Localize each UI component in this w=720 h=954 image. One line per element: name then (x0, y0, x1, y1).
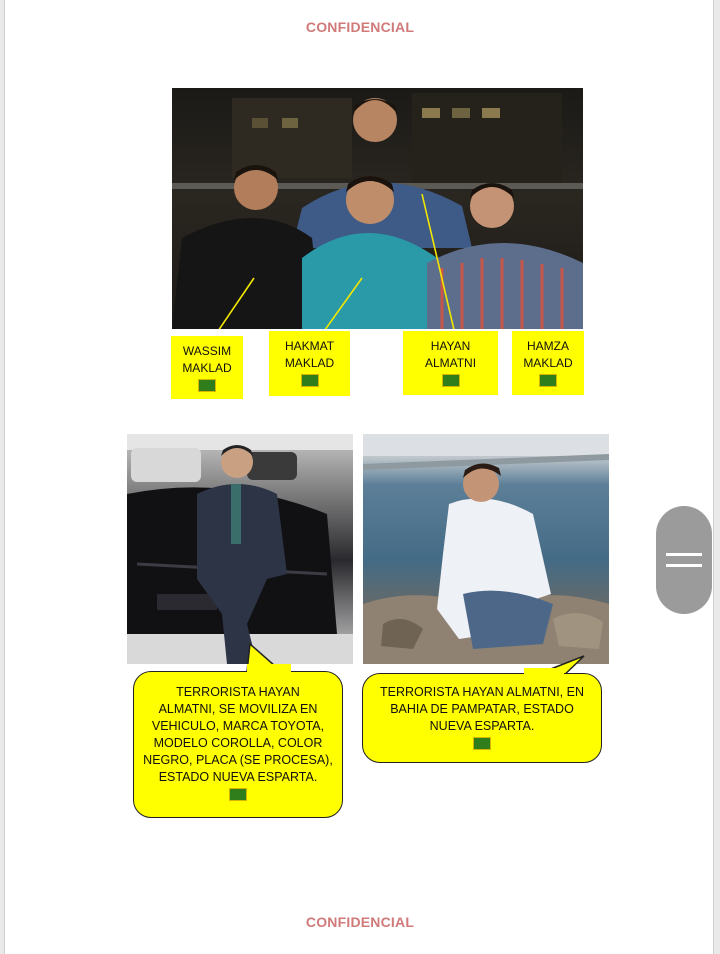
bubble-line: NUEVA ESPARTA. (429, 719, 535, 733)
bubble-tail-cover (518, 668, 578, 678)
handle-grip-line (666, 553, 702, 556)
emblem-icon (539, 374, 557, 387)
label-line1: HAMZA (527, 339, 569, 353)
emblem-icon (229, 788, 247, 801)
bubble-line: TERRORISTA HAYAN ALMATNI, EN (380, 685, 584, 699)
bubble-tail-cover (240, 664, 300, 674)
header-confidential: CONFIDENCIAL (305, 19, 415, 35)
emblem-icon (198, 379, 216, 392)
label-line2: MAKLAD (284, 356, 335, 370)
bubble-line: MODELO COROLLA, COLOR (153, 736, 323, 750)
emblem-icon (473, 737, 491, 750)
label-line2: MAKLAD (182, 361, 232, 375)
bubble-line: BAHIA DE PAMPATAR, ESTADO (390, 702, 574, 716)
label-wassim-maklad (171, 336, 243, 399)
bubble-line: ALMATNI, SE MOVILIZA EN (158, 702, 318, 716)
scroll-handle[interactable] (656, 506, 712, 614)
bubble-car-caption (133, 671, 343, 818)
bubble-line: VEHICULO, MARCA TOYOTA, (151, 719, 325, 733)
footer-confidential: CONFIDENCIAL (305, 914, 415, 930)
sea-photo (363, 434, 609, 664)
sea-photo-illustration (363, 434, 609, 664)
label-hamza-maklad (512, 331, 584, 395)
bubble-line: TERRORISTA HAYAN (176, 685, 300, 699)
bubble-line: NEGRO, PLACA (SE PROCESA), (143, 753, 333, 767)
label-line2: ALMATNI (424, 356, 477, 370)
car-photo-illustration (127, 434, 353, 664)
emblem-icon (442, 374, 460, 387)
label-hakmat-maklad (269, 331, 350, 396)
label-line1: HAKMAT (284, 339, 335, 353)
handle-grip-line (666, 564, 702, 567)
label-hayan-almatni (403, 331, 498, 395)
label-line1: WASSIM (182, 344, 232, 358)
emblem-icon (301, 374, 319, 387)
label-line1: HAYAN (430, 339, 471, 353)
bubble-sea-caption (362, 673, 602, 763)
bubble-line: ESTADO NUEVA ESPARTA. (158, 770, 318, 784)
label-line2: MAKLAD (523, 356, 573, 370)
group-photo (172, 88, 583, 329)
car-photo (127, 434, 353, 664)
group-photo-illustration (172, 88, 583, 329)
